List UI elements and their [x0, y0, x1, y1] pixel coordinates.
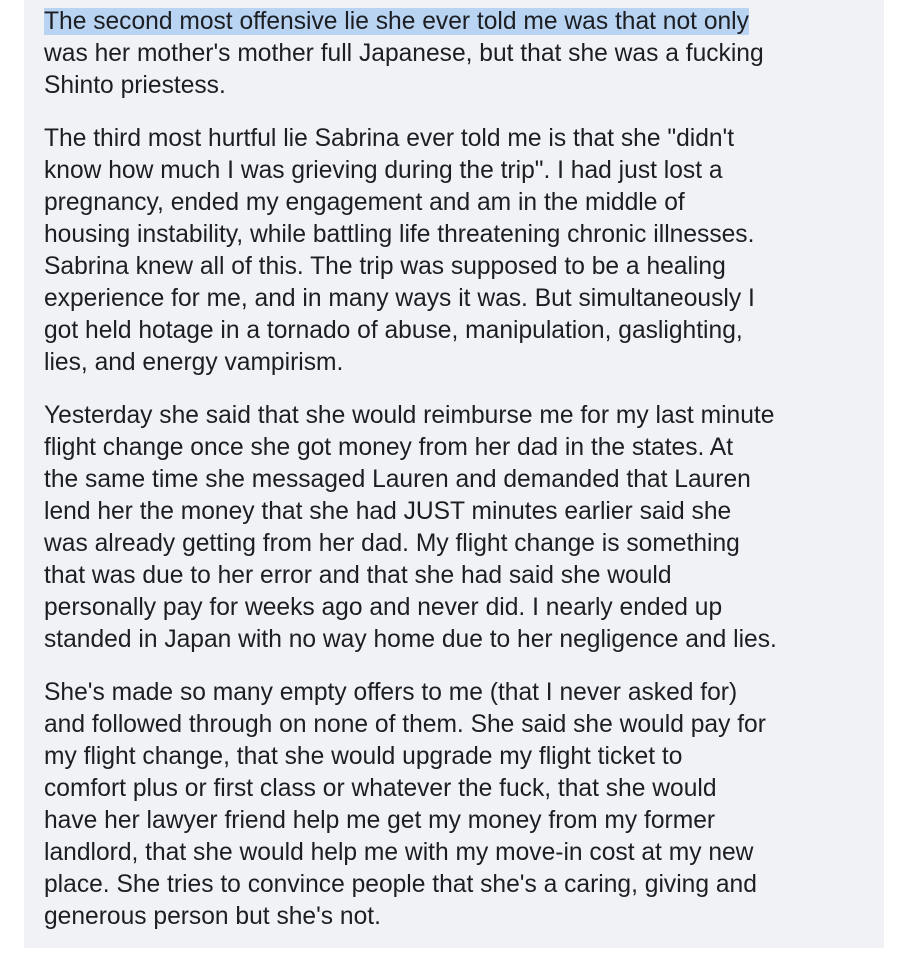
paragraph-2: The third most hurtful lie Sabrina ever told me is that she "didn't know how much I was grieving during the trip". I had just lost a pregnancy, ended my engagement and am in the middle of housing instability, while battling life threatening chronic illnesses. Sabrina knew all of this. The trip was supposed to be a healing experience for me, and in many ways it was. But simultaneously I got held hotage in a tornado of abuse, manipulation, gaslighting, lies, and energy vampirism.	[44, 125, 755, 376]
paragraph-1	[44, 6, 874, 102]
paragraph-4: She's made so many empty offers to me (that I never asked for) and followed through on none of them. She said she would pay for my flight change, that she would upgrade my flight ticket to comfort plus or first class or whatever the fuck, that she would have her lawyer friend help me get my money from my former landlord, that she would help me with my move-in cost at my new place. She tries to convince people that she's a caring, giving and generous person but she's not.	[44, 679, 766, 930]
text-selection-highlight[interactable]: The second most offensive lie she ever told me was that not only	[44, 8, 749, 35]
post-body-text	[44, 6, 874, 954]
paragraph-1-text: was her mother's mother full Japanese, but that she was a fucking Shinto priestess.	[44, 40, 764, 99]
paragraph-3: Yesterday she said that she would reimburse me for my last minute flight change once she got money from her dad in the states. At the same time she messaged Lauren and demanded that Lauren lend her the money that she had JUST minutes earlier said she was already getting from her dad. My flight change is something that was due to her error and that she had said she would personally pay for weeks ago and never did. I nearly ended up standed in Japan with no way home due to her negligence and lies.	[44, 402, 777, 653]
